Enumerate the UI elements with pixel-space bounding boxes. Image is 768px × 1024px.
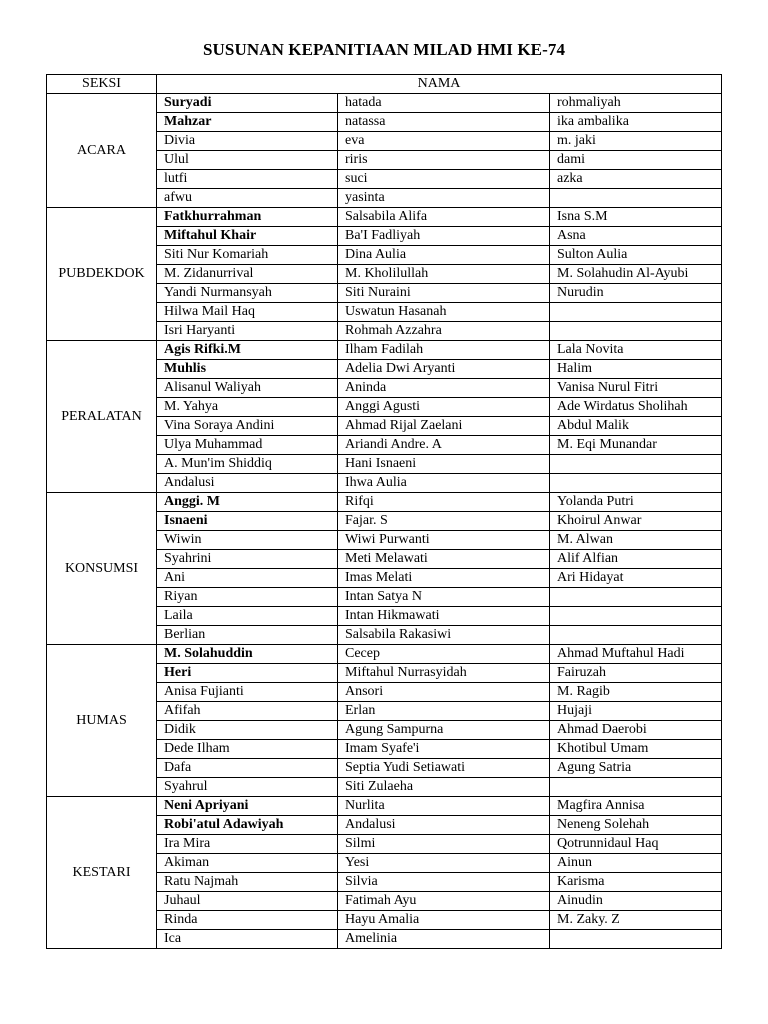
member-name-cell: Ainun — [550, 854, 722, 873]
table-row — [47, 94, 722, 113]
section-name-cell: ACARA — [47, 94, 157, 208]
table-row — [47, 645, 722, 664]
member-name-cell: hatada — [338, 94, 550, 113]
member-name-cell: Ihwa Aulia — [338, 474, 550, 493]
member-name-cell — [550, 303, 722, 322]
member-name-cell: Halim — [550, 360, 722, 379]
member-name-cell: Hani Isnaeni — [338, 455, 550, 474]
member-name-cell: Agung Sampurna — [338, 721, 550, 740]
member-name-cell: Rohmah Azzahra — [338, 322, 550, 341]
member-name-cell: Silvia — [338, 873, 550, 892]
member-name-cell: riris — [338, 151, 550, 170]
member-name-cell: Khotibul Umam — [550, 740, 722, 759]
member-name-cell: Yolanda Putri — [550, 493, 722, 512]
member-name-cell — [550, 322, 722, 341]
member-name-cell — [550, 474, 722, 493]
member-name-cell: Fatkhurrahman — [157, 208, 338, 227]
table-header-row — [47, 75, 722, 94]
member-name-cell: Laila — [157, 607, 338, 626]
member-name-cell: Afifah — [157, 702, 338, 721]
member-name-cell: Intan Hikmawati — [338, 607, 550, 626]
member-name-cell: Ahmad Daerobi — [550, 721, 722, 740]
member-name-cell: Yesi — [338, 854, 550, 873]
member-name-cell: Miftahul Khair — [157, 227, 338, 246]
member-name-cell: ika ambalika — [550, 113, 722, 132]
member-name-cell: Alisanul Waliyah — [157, 379, 338, 398]
member-name-cell: Sulton Aulia — [550, 246, 722, 265]
member-name-cell: Hayu Amalia — [338, 911, 550, 930]
member-name-cell: Rifqi — [338, 493, 550, 512]
member-name-cell: rohmaliyah — [550, 94, 722, 113]
member-name-cell: Ainudin — [550, 892, 722, 911]
member-name-cell: Ba'I Fadliyah — [338, 227, 550, 246]
member-name-cell: Fajar. S — [338, 512, 550, 531]
member-name-cell: M. Eqi Munandar — [550, 436, 722, 455]
member-name-cell: Syahrini — [157, 550, 338, 569]
member-name-cell: M. Solahudin Al-Ayubi — [550, 265, 722, 284]
member-name-cell: Hilwa Mail Haq — [157, 303, 338, 322]
member-name-cell: m. jaki — [550, 132, 722, 151]
member-name-cell: suci — [338, 170, 550, 189]
member-name-cell: Amelinia — [338, 930, 550, 949]
member-name-cell: Vanisa Nurul Fitri — [550, 379, 722, 398]
member-name-cell: Erlan — [338, 702, 550, 721]
table-row — [47, 493, 722, 512]
member-name-cell: Rinda — [157, 911, 338, 930]
member-name-cell: Ira Mira — [157, 835, 338, 854]
member-name-cell: Ade Wirdatus Sholihah — [550, 398, 722, 417]
member-name-cell: Salsabila Alifa — [338, 208, 550, 227]
member-name-cell: Suryadi — [157, 94, 338, 113]
member-name-cell: Anggi. M — [157, 493, 338, 512]
member-name-cell: Nurlita — [338, 797, 550, 816]
member-name-cell: eva — [338, 132, 550, 151]
member-name-cell: Khoirul Anwar — [550, 512, 722, 531]
member-name-cell: Ari Hidayat — [550, 569, 722, 588]
seksi-header: SEKSI — [47, 75, 157, 94]
member-name-cell — [550, 607, 722, 626]
member-name-cell: natassa — [338, 113, 550, 132]
member-name-cell: Ahmad Muftahul Hadi — [550, 645, 722, 664]
section-name-cell: KONSUMSI — [47, 493, 157, 645]
section-name-cell: PERALATAN — [47, 341, 157, 493]
member-name-cell: Muhlis — [157, 360, 338, 379]
member-name-cell — [550, 626, 722, 645]
section-name-cell: KESTARI — [47, 797, 157, 949]
member-name-cell: M. Ragib — [550, 683, 722, 702]
member-name-cell: Andalusi — [338, 816, 550, 835]
member-name-cell: Juhaul — [157, 892, 338, 911]
table-row — [47, 208, 722, 227]
member-name-cell: M. Zaky. Z — [550, 911, 722, 930]
member-name-cell: Alif Alfian — [550, 550, 722, 569]
member-name-cell: Wiwi Purwanti — [338, 531, 550, 550]
member-name-cell: Ulul — [157, 151, 338, 170]
member-name-cell: Neni Apriyani — [157, 797, 338, 816]
member-name-cell: Siti Nuraini — [338, 284, 550, 303]
member-name-cell: yasinta — [338, 189, 550, 208]
member-name-cell: Mahzar — [157, 113, 338, 132]
member-name-cell — [550, 455, 722, 474]
member-name-cell: lutfi — [157, 170, 338, 189]
table-row — [47, 341, 722, 360]
member-name-cell: Dina Aulia — [338, 246, 550, 265]
member-name-cell: Wiwin — [157, 531, 338, 550]
member-name-cell: Akiman — [157, 854, 338, 873]
member-name-cell: Yandi Nurmansyah — [157, 284, 338, 303]
member-name-cell: Imam Syafe'i — [338, 740, 550, 759]
member-name-cell: Ulya Muhammad — [157, 436, 338, 455]
member-name-cell: Anisa Fujianti — [157, 683, 338, 702]
member-name-cell: Miftahul Nurrasyidah — [338, 664, 550, 683]
member-name-cell: Robi'atul Adawiyah — [157, 816, 338, 835]
member-name-cell: Karisma — [550, 873, 722, 892]
member-name-cell: Aninda — [338, 379, 550, 398]
member-name-cell: Ica — [157, 930, 338, 949]
member-name-cell: Neneng Solehah — [550, 816, 722, 835]
section-name-cell: PUBDEKDOK — [47, 208, 157, 341]
member-name-cell: Syahrul — [157, 778, 338, 797]
member-name-cell: Hujaji — [550, 702, 722, 721]
committee-table — [46, 74, 722, 949]
member-name-cell: Meti Melawati — [338, 550, 550, 569]
member-name-cell: Siti Zulaeha — [338, 778, 550, 797]
member-name-cell: dami — [550, 151, 722, 170]
member-name-cell: Agis Rifki.M — [157, 341, 338, 360]
member-name-cell: Dede Ilham — [157, 740, 338, 759]
member-name-cell: Dafa — [157, 759, 338, 778]
member-name-cell: Abdul Malik — [550, 417, 722, 436]
member-name-cell: azka — [550, 170, 722, 189]
member-name-cell — [550, 778, 722, 797]
member-name-cell: Heri — [157, 664, 338, 683]
member-name-cell: Cecep — [338, 645, 550, 664]
member-name-cell: Ansori — [338, 683, 550, 702]
member-name-cell: Ariandi Andre. A — [338, 436, 550, 455]
member-name-cell: Imas Melati — [338, 569, 550, 588]
member-name-cell: M. Kholilullah — [338, 265, 550, 284]
member-name-cell: Vina Soraya Andini — [157, 417, 338, 436]
nama-header: NAMA — [157, 75, 722, 94]
member-name-cell: Lala Novita — [550, 341, 722, 360]
member-name-cell: M. Solahuddin — [157, 645, 338, 664]
member-name-cell — [550, 189, 722, 208]
member-name-cell: Uswatun Hasanah — [338, 303, 550, 322]
member-name-cell: Silmi — [338, 835, 550, 854]
member-name-cell: Intan Satya N — [338, 588, 550, 607]
member-name-cell: Isna S.M — [550, 208, 722, 227]
member-name-cell: Andalusi — [157, 474, 338, 493]
member-name-cell: Ilham Fadilah — [338, 341, 550, 360]
member-name-cell: Agung Satria — [550, 759, 722, 778]
member-name-cell: Divia — [157, 132, 338, 151]
member-name-cell: Ahmad Rijal Zaelani — [338, 417, 550, 436]
member-name-cell: Fairuzah — [550, 664, 722, 683]
member-name-cell: Fatimah Ayu — [338, 892, 550, 911]
table-body — [47, 94, 722, 949]
document-title: SUSUNAN KEPANITIAAN MILAD HMI KE-74 — [202, 40, 566, 59]
table-row — [47, 797, 722, 816]
member-name-cell: Didik — [157, 721, 338, 740]
member-name-cell: Siti Nur Komariah — [157, 246, 338, 265]
member-name-cell: Berlian — [157, 626, 338, 645]
member-name-cell: Anggi Agusti — [338, 398, 550, 417]
member-name-cell: Nurudin — [550, 284, 722, 303]
member-name-cell: M. Alwan — [550, 531, 722, 550]
member-name-cell: Isnaeni — [157, 512, 338, 531]
member-name-cell: Riyan — [157, 588, 338, 607]
member-name-cell: afwu — [157, 189, 338, 208]
member-name-cell: M. Zidanurrival — [157, 265, 338, 284]
member-name-cell: Magfira Annisa — [550, 797, 722, 816]
member-name-cell: Septia Yudi Setiawati — [338, 759, 550, 778]
member-name-cell: A. Mun'im Shiddiq — [157, 455, 338, 474]
member-name-cell: Asna — [550, 227, 722, 246]
member-name-cell: Ani — [157, 569, 338, 588]
member-name-cell: M. Yahya — [157, 398, 338, 417]
member-name-cell: Qotrunnidaul Haq — [550, 835, 722, 854]
member-name-cell: Adelia Dwi Aryanti — [338, 360, 550, 379]
member-name-cell: Ratu Najmah — [157, 873, 338, 892]
member-name-cell — [550, 588, 722, 607]
member-name-cell: Salsabila Rakasiwi — [338, 626, 550, 645]
member-name-cell — [550, 930, 722, 949]
member-name-cell: Isri Haryanti — [157, 322, 338, 341]
section-name-cell: HUMAS — [47, 645, 157, 797]
